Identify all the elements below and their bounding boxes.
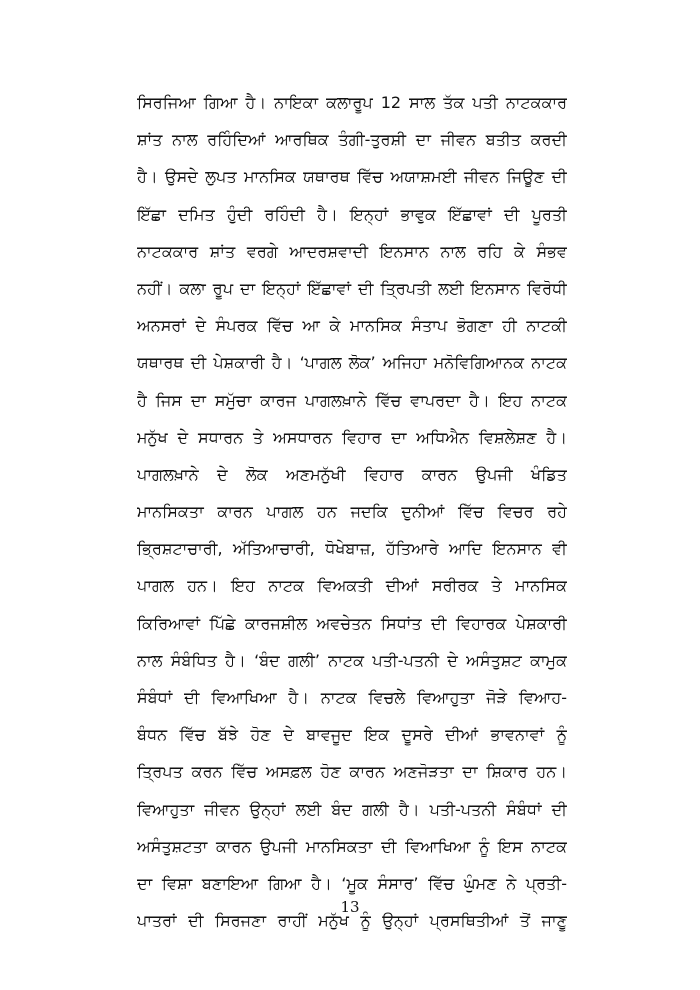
text-line: ਪਾਗਲ ਹਨ। ਇਹ ਨਾਟਕ ਵਿਅਕਤੀ ਦੀਆਂ ਸਰੀਰਕ ਤੇ ਮਾਨਸਿਕ bbox=[137, 576, 567, 596]
text-line: ਅਸੰਤੁਸ਼ਟਤਾ ਕਾਰਨ ਉਪਜੀ ਮਾਨਸਿਕਤਾ ਦੀ ਵਿਆਖਿਆ ਨੂੰ ਇਸ ਨਾਟਕ bbox=[137, 836, 567, 856]
text-line: ਕਿਰਿਆਵਾਂ ਪਿੱਛੇ ਕਾਰਜਸ਼ੀਲ ਅਵਚੇਤਨ ਸਿਧਾਂਤ ਦੀ ਵਿਹਾਰਕ ਪੇਸ਼ਕਾਰੀ bbox=[137, 613, 567, 633]
text-line: ਮਨੁੱਖ ਦੇ ਸਧਾਰਨ ਤੇ ਅਸਧਾਰਨ ਵਿਹਾਰ ਦਾ ਅਧਿਐਨ ਵਿਸ਼ਲੇਸ਼ਣ ਹੈ। bbox=[137, 427, 567, 447]
text-line: ਤ੍ਰਿਪਤ ਕਰਨ ਵਿੱਚ ਅਸਫ਼ਲ ਹੋਣ ਕਾਰਨ ਅਣਜੋੜਤਾ ਦਾ ਸ਼ਿਕਾਰ ਹਨ। bbox=[137, 762, 567, 782]
text-line: ਸਿਰਜਿਆ ਗਿਆ ਹੈ। ਨਾਇਕਾ ਕਲਾਰੂਪ 12 ਸਾਲ ਤੱਕ ਪਤੀ ਨਾਟਕਕਾਰ bbox=[137, 93, 567, 112]
text-line: ਦਾ ਵਿਸ਼ਾ ਬਣਾਇਆ ਗਿਆ ਹੈ। ‘ਮੂਕ ਸੰਸਾਰ’ ਵਿੱਚ ਘੁੰਮਣ ਨੇ ਪ੍ਰਤੀ- bbox=[137, 873, 567, 893]
text-line: ਅਨਸਰਾਂ ਦੇ ਸੰਪਰਕ ਵਿੱਚ ਆ ਕੇ ਮਾਨਸਿਕ ਸੰਤਾਪ ਭੋਗਣਾ ਹੀ ਨਾਟਕੀ bbox=[137, 316, 567, 336]
body-text bbox=[137, 84, 567, 939]
text-line: ਵਿਆਹੁਤਾ ਜੀਵਨ ਉਨ੍ਹਾਂ ਲਈ ਬੰਦ ਗਲੀ ਹੈ। ਪਤੀ-ਪਤਨੀ ਸੰਬੰਧਾਂ ਦੀ bbox=[137, 799, 567, 819]
text-line: ਬੰਧਨ ਵਿੱਚ ਬੱਝੇ ਹੋਣ ਦੇ ਬਾਵਜੂਦ ਇਕ ਦੂਸਰੇ ਦੀਆਂ ਭਾਵਨਾਵਾਂ ਨੂੰ bbox=[137, 725, 567, 745]
text-line: ਪਾਗਲਖ਼ਾਨੇ ਦੇ ਲੋਕ ਅਣਮਨੁੱਖੀ ਵਿਹਾਰ ਕਾਰਨ ਉਪਜੀ ਖੰਡਿਤ bbox=[137, 464, 567, 484]
text-line: ਮਾਨਸਿਕਤਾ ਕਾਰਨ ਪਾਗਲ ਹਨ ਜਦਕਿ ਦੁਨੀਆਂ ਵਿੱਚ ਵਿਚਰ ਰਹੇ bbox=[137, 502, 567, 522]
text-line: ਸੰਬੰਧਾਂ ਦੀ ਵਿਆਖਿਆ ਹੈ। ਨਾਟਕ ਵਿਚਲੇ ਵਿਆਹੁਤਾ ਜੋੜੇ ਵਿਆਹ- bbox=[137, 688, 567, 707]
text-line: ਨਹੀਂ। ਕਲਾ ਰੂਪ ਦਾ ਇਨ੍ਹਾਂ ਇੱਛਾਵਾਂ ਦੀ ਤ੍ਰਿਪਤੀ ਲਈ ਇਨਸਾਨ ਵਿਰੋਧੀ bbox=[137, 278, 567, 298]
text-line: ਸ਼ਾਂਤ ਨਾਲ ਰਹਿੰਦਿਆਂ ਆਰਥਿਕ ਤੰਗੀ-ਤੁਰਸ਼ੀ ਦਾ ਜੀਵਨ ਬਤੀਤ ਕਰਦੀ bbox=[137, 130, 567, 150]
text-line: ਹੈ ਜਿਸ ਦਾ ਸਮੁੱਚਾ ਕਾਰਜ ਪਾਗਲਖ਼ਾਨੇ ਵਿੱਚ ਵਾਪਰਦਾ ਹੈ। ਇਹ ਨਾਟਕ bbox=[137, 390, 567, 410]
text-line: ਪਾਤਰਾਂ ਦੀ ਸਿਰਜਣਾ ਰਾਹੀਂ ਮਨੁੱਖ ਨੂੰ ਉਨ੍ਹਾਂ ਪ੍ਰਸਥਿਤੀਆਂ ਤੋਂ ਜਾਣੂ bbox=[137, 911, 567, 931]
text-line: ਹੈ। ਉਸਦੇ ਲੁਪਤ ਮਾਨਸਿਕ ਯਥਾਰਥ ਵਿੱਚ ਅਯਾਸ਼ਮਈ ਜੀਵਨ ਜਿਊਣ ਦੀ bbox=[137, 167, 567, 187]
page-number: 13 bbox=[340, 898, 360, 916]
text-line: ਭ੍ਰਿਸ਼ਟਾਚਾਰੀ, ਅੱਤਿਆਚਾਰੀ, ਧੋਖੇਬਾਜ਼, ਹੱਤਿਆਰੇ ਆਦਿ ਇਨਸਾਨ ਵੀ bbox=[137, 539, 567, 559]
text-line: ਨਾਲ ਸੰਬੰਧਿਤ ਹੈ। ‘ਬੰਦ ਗਲੀ’ ਨਾਟਕ ਪਤੀ-ਪਤਨੀ ਦੇ ਅਸੰਤੁਸ਼ਟ ਕਾਮੁਕ bbox=[137, 650, 567, 670]
text-line: ਯਥਾਰਥ ਦੀ ਪੇਸ਼ਕਾਰੀ ਹੈ। ‘ਪਾਗਲ ਲੋਕ’ ਅਜਿਹਾ ਮਨੋਵਿਗਿਆਨਕ ਨਾਟਕ bbox=[137, 353, 567, 373]
text-line: ਨਾਟਕਕਾਰ ਸ਼ਾਂਤ ਵਰਗੇ ਆਦਰਸ਼ਵਾਦੀ ਇਨਸਾਨ ਨਾਲ ਰਹਿ ਕੇ ਸੰਭਵ bbox=[137, 241, 567, 261]
text-line: ਇੱਛਾ ਦਮਿਤ ਹੁੰਦੀ ਰਹਿੰਦੀ ਹੈ। ਇਨ੍ਹਾਂ ਭਾਵੁਕ ਇੱਛਾਵਾਂ ਦੀ ਪੂਰਤੀ bbox=[137, 204, 567, 224]
